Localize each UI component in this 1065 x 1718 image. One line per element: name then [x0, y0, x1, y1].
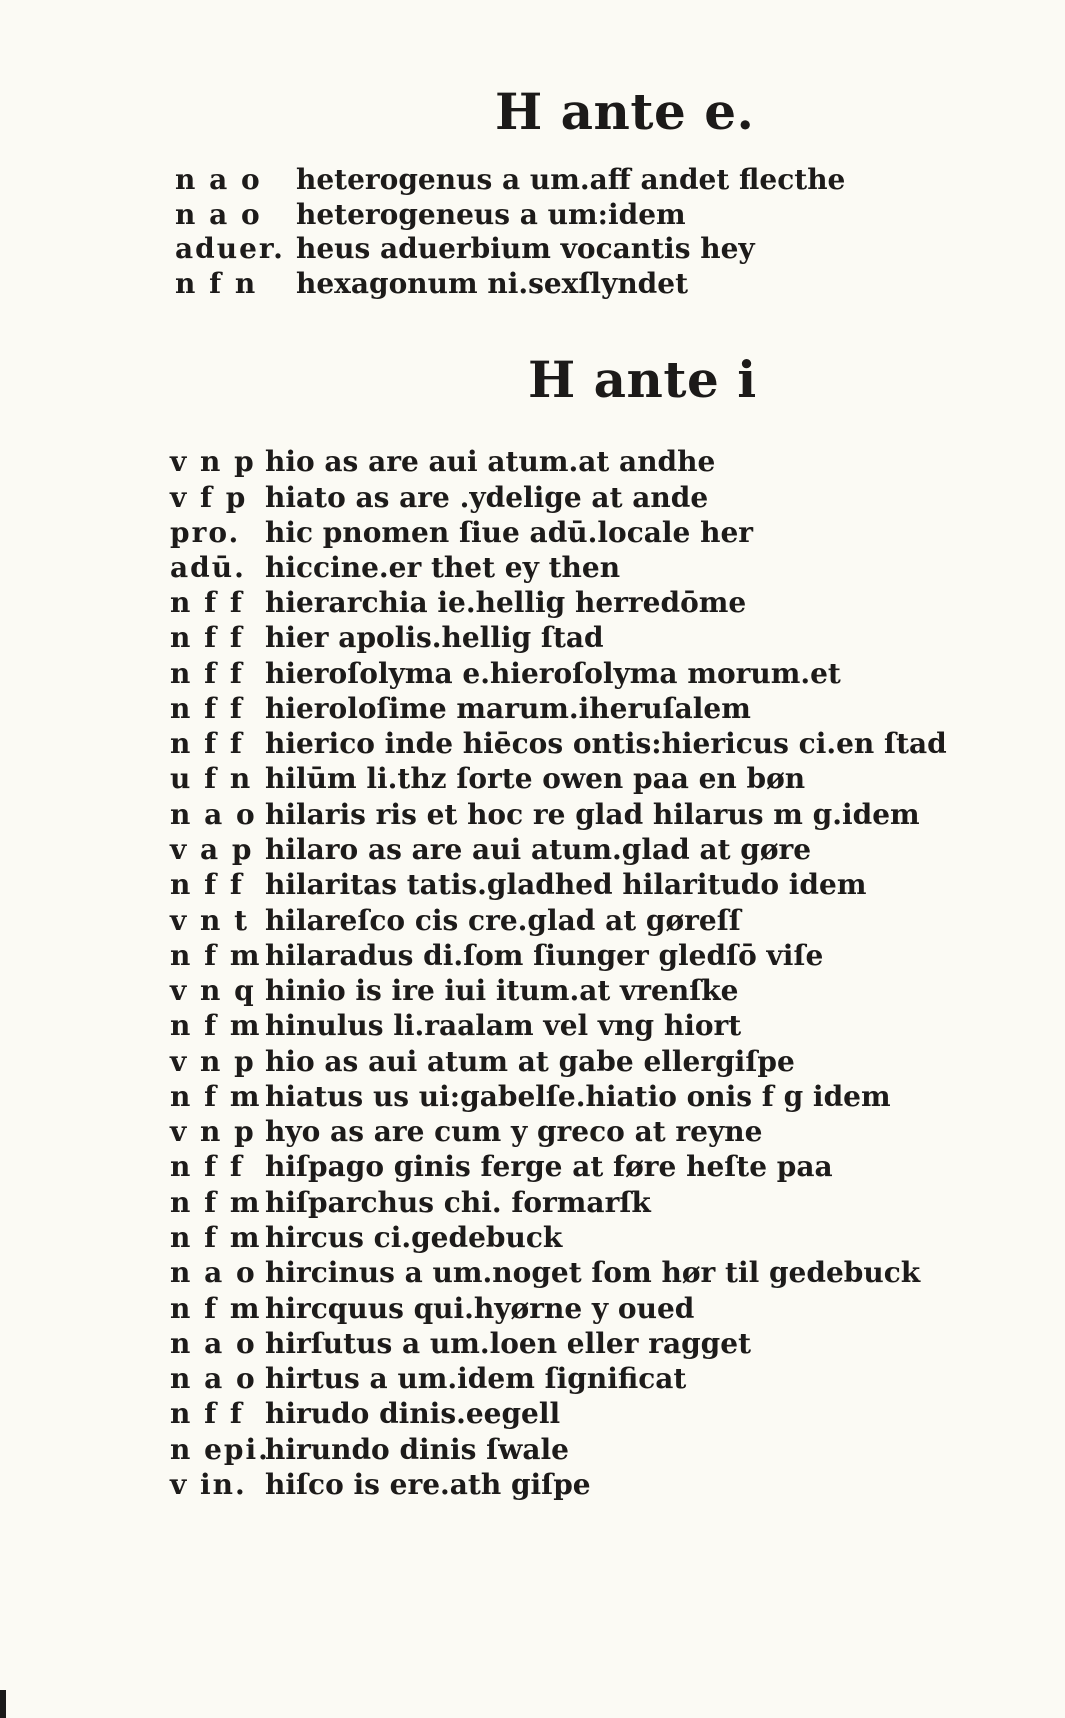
entry-grammar-code: v f p: [170, 481, 248, 514]
entry-grammar-code: adū.: [170, 551, 246, 584]
entry-gloss: hilareſco cis cre.glad at gøreſſ: [265, 904, 741, 937]
entry-grammar-code: n f f: [170, 586, 244, 619]
entry-grammar-code: n a o: [170, 1256, 257, 1289]
entry-grammar-code: v n t: [170, 904, 250, 937]
entry-grammar-code: n a o: [170, 1362, 257, 1395]
entry-grammar-code: n f f: [170, 727, 244, 760]
entry-gloss: hierico inde hiēcos ontis:hiericus ci.en ſtad: [265, 727, 947, 760]
entry-grammar-code: n f m: [170, 1221, 262, 1254]
entry-gloss: hiatus us ui:gabelſe.hiatio onis f g idem: [265, 1080, 891, 1113]
entry-grammar-code: n epi.: [170, 1433, 270, 1466]
entry-grammar-code: n f m: [170, 1292, 262, 1325]
entry-grammar-code: n a o: [175, 163, 262, 196]
entry-gloss: hinio is ire iui itum.at vrenſke: [265, 974, 739, 1007]
scan-edge-mark: [0, 1690, 6, 1718]
entry-grammar-code: n f f: [170, 657, 244, 690]
entry-gloss: hexagonum ni.sexſlyndet: [296, 267, 688, 300]
entry-gloss: hic pnomen ſiue adū.locale her: [265, 516, 754, 549]
entry-gloss: hierarchia ie.hellig herredōme: [265, 586, 747, 619]
entry-gloss: hirudo dinis.eegell: [265, 1397, 561, 1430]
entry-gloss: hilaris ris et hoc re glad hilarus m g.idem: [265, 798, 920, 831]
section-heading-h-ante-e: H ante e.: [495, 82, 755, 141]
entry-gloss: heus aduerbium vocantis hey: [296, 232, 755, 265]
section-heading-h-ante-i: H ante i: [528, 350, 757, 409]
entry-gloss: hinulus li.raalam vel vng hiort: [265, 1009, 742, 1042]
entry-grammar-code: v a p: [170, 833, 254, 866]
entry-gloss: hiſpago ginis ferge at føre heſte paa: [265, 1150, 833, 1183]
entry-grammar-code: n f m: [170, 1186, 262, 1219]
entry-grammar-code: v n p: [170, 1045, 256, 1078]
entry-gloss: hiſparchus chi. formarſk: [265, 1186, 651, 1219]
entry-gloss: hiſco is ere.ath giſpe: [265, 1468, 591, 1501]
entry-gloss: hieroſolyma e.hieroſolyma morum.et: [265, 657, 841, 690]
entry-gloss: hio as are aui atum.at andhe: [265, 445, 716, 478]
entry-grammar-code: n f m: [170, 1080, 262, 1113]
entry-gloss: hyo as are cum y greco at reyne: [265, 1115, 763, 1148]
entry-grammar-code: n f f: [170, 621, 244, 654]
entry-grammar-code: n f f: [170, 1397, 244, 1430]
entry-gloss: hilaro as are aui atum.glad at gøre: [265, 833, 812, 866]
entry-grammar-code: n f f: [170, 1150, 244, 1183]
entry-grammar-code: v in.: [170, 1468, 247, 1501]
entry-gloss: hirſutus a um.loen eller ragget: [265, 1327, 752, 1360]
entry-gloss: hiccine.er thet ey then: [265, 551, 621, 584]
entry-grammar-code: n f f: [170, 692, 244, 725]
entry-grammar-code: n a o: [170, 798, 257, 831]
entry-gloss: hilūm li.thz ſorte owen paa en bøn: [265, 762, 806, 795]
entry-gloss: hio as aui atum at gabe ellergiſpe: [265, 1045, 795, 1078]
entry-grammar-code: n a o: [170, 1327, 257, 1360]
entry-gloss: hier apolis.hellig ſtad: [265, 621, 604, 654]
entry-grammar-code: v n q: [170, 974, 256, 1007]
entry-gloss: hirtus a um.idem ſignificat: [265, 1362, 687, 1395]
entry-gloss: hircus ci.gedebuck: [265, 1221, 563, 1254]
entry-grammar-code: n f n: [175, 267, 258, 300]
entry-grammar-code: n f m: [170, 939, 262, 972]
entry-gloss: hilaritas tatis.gladhed hilaritudo idem: [265, 868, 867, 901]
entry-gloss: hircquus qui.hyørne y oued: [265, 1292, 695, 1325]
entry-grammar-code: v n p: [170, 445, 256, 478]
entry-gloss: hirundo dinis ſwale: [265, 1433, 569, 1466]
entry-gloss: hilaradus di.ſom ſiunger gledſō viſe: [265, 939, 824, 972]
entry-gloss: hieroloſime marum.iheruſalem: [265, 692, 751, 725]
entry-grammar-code: aduer.: [175, 232, 285, 265]
entry-grammar-code: pro.: [170, 516, 241, 549]
entry-gloss: hircinus a um.noget ſom hør til gedebuck: [265, 1256, 921, 1289]
entry-grammar-code: n f m: [170, 1009, 262, 1042]
entry-gloss: heterogenus a um.aff andet flecthe: [296, 163, 846, 196]
entry-grammar-code: v n p: [170, 1115, 256, 1148]
entry-gloss: heterogeneus a um:idem: [296, 198, 686, 231]
entry-grammar-code: n a o: [175, 198, 262, 231]
entry-grammar-code: u f n: [170, 762, 253, 795]
entry-grammar-code: n f f: [170, 868, 244, 901]
entry-gloss: hiato as are .ydelige at ande: [265, 481, 709, 514]
